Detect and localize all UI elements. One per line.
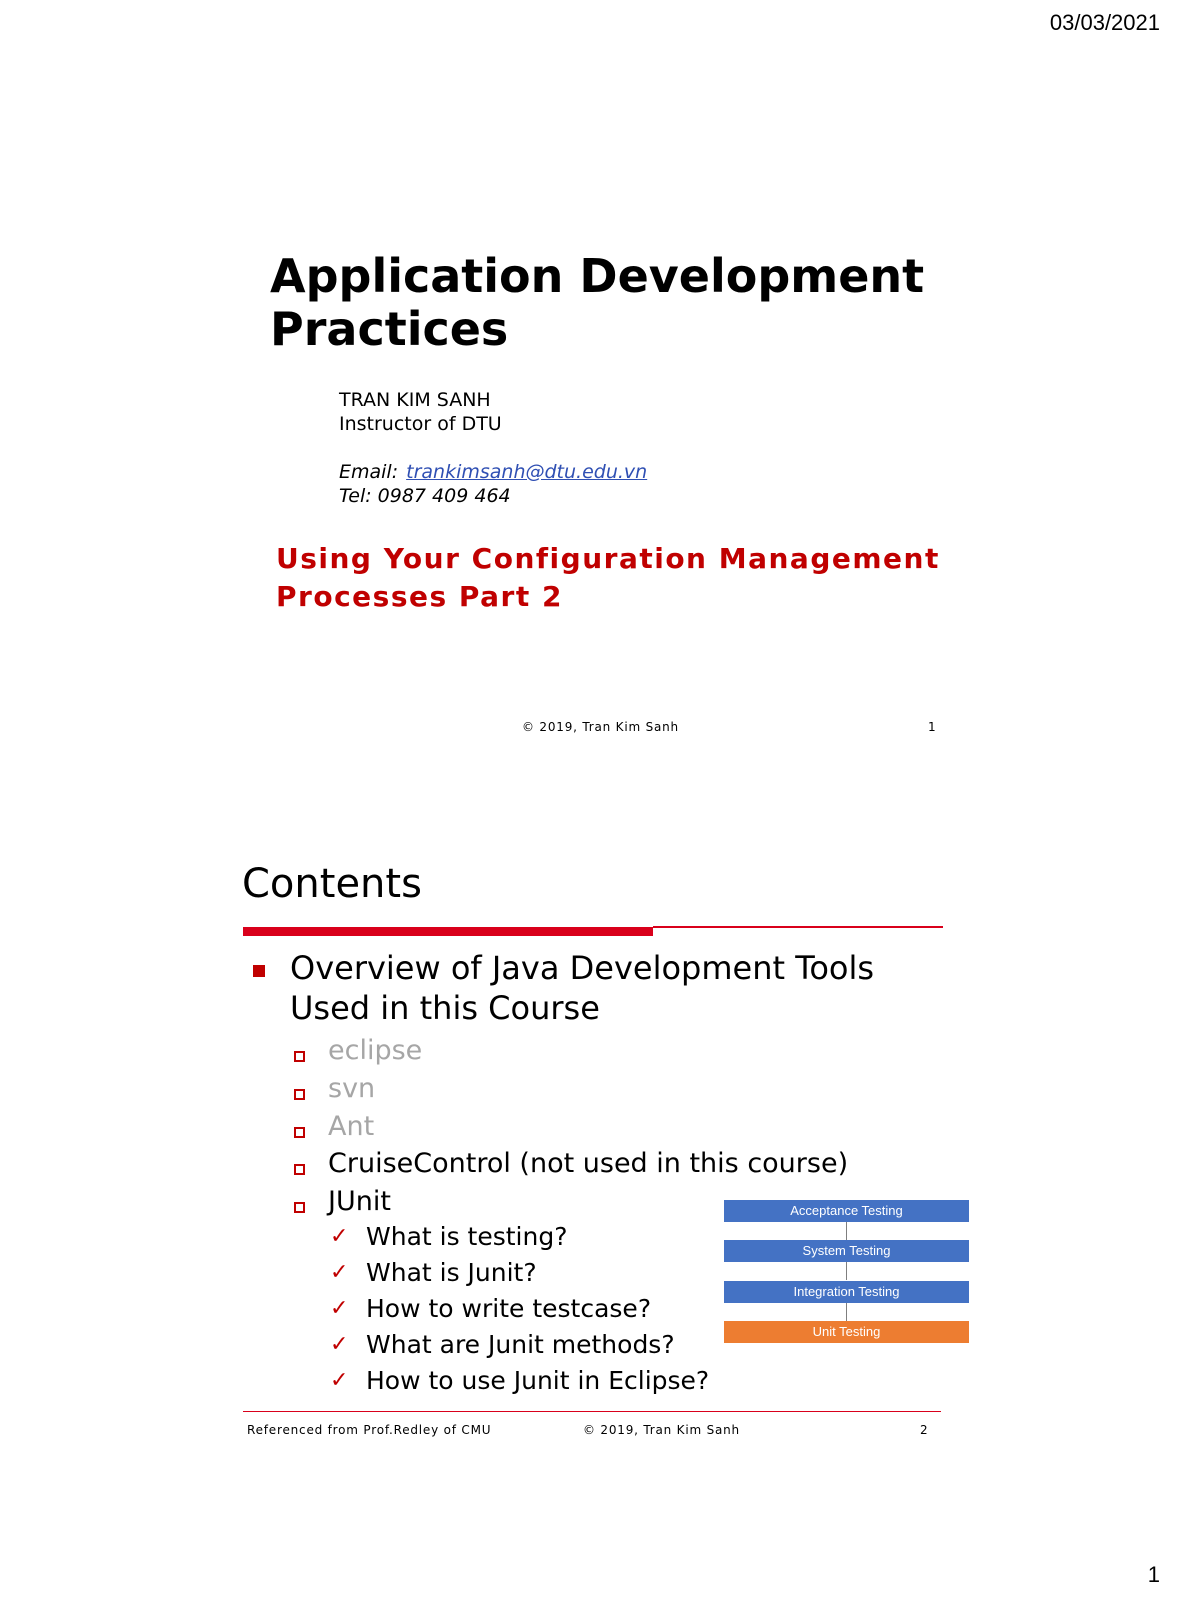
hollow-square-bullet-icon [294, 1202, 305, 1213]
author-name: TRAN KIM SANH [339, 389, 491, 411]
slide-1-title: Application Development Practices [270, 249, 925, 356]
sub-item-junit: JUnit [328, 1186, 391, 1217]
sub-item-ant: Ant [328, 1111, 375, 1142]
sub-item-svn: svn [328, 1073, 376, 1104]
checkmark-icon: ✓ [330, 1332, 349, 1357]
sub-item-eclipse: eclipse [328, 1035, 423, 1066]
junit-item: What are Junit methods? [366, 1330, 675, 1359]
testing-levels-diagram [724, 1200, 969, 1345]
junit-item: What is Junit? [366, 1258, 537, 1287]
slide-2-title: Contents [242, 861, 422, 907]
level-unit-testing: Unit Testing [724, 1321, 969, 1343]
slide-1-copyright: © 2019, Tran Kim Sanh [522, 720, 679, 734]
email-line [339, 460, 647, 484]
level-system-testing: System Testing [724, 1240, 969, 1262]
slide-2-copyright: © 2019, Tran Kim Sanh [583, 1423, 740, 1437]
reference-note: Referenced from Prof.Redley of CMU [247, 1423, 492, 1437]
email-label: Email: [339, 461, 399, 483]
square-bullet-icon [253, 965, 265, 977]
footer-divider [243, 1411, 941, 1412]
hollow-square-bullet-icon [294, 1127, 305, 1138]
author-role: Instructor of DTU [339, 413, 502, 435]
junit-item: How to write testcase? [366, 1294, 652, 1323]
checkmark-icon: ✓ [330, 1296, 349, 1321]
sub-item-cruisecontrol: CruiseControl (not used in this course) [328, 1148, 849, 1179]
telephone: Tel: 0987 409 464 [339, 485, 511, 507]
hollow-square-bullet-icon [294, 1164, 305, 1175]
junit-item: How to use Junit in Eclipse? [366, 1366, 710, 1395]
title-underline-thick [243, 927, 653, 936]
email-link[interactable]: trankimsanh@dtu.edu.vn [406, 461, 648, 483]
checkmark-icon: ✓ [330, 1224, 349, 1249]
document-page-number: 1 [1147, 1562, 1160, 1587]
level-integration-testing: Integration Testing [724, 1281, 969, 1303]
hollow-square-bullet-icon [294, 1089, 305, 1100]
level-connector [846, 1222, 847, 1240]
junit-item: What is testing? [366, 1222, 568, 1251]
slide-1-subtitle: Using Your Configuration Management Processes Part 2 [276, 542, 940, 613]
checkmark-icon: ✓ [330, 1368, 349, 1393]
document-date: 03/03/2021 [1049, 10, 1160, 35]
contents-main-item: Overview of Java Development Tools Used in this Course [290, 949, 875, 1027]
level-connector [846, 1303, 847, 1321]
title-underline-thin [653, 926, 943, 928]
slide-2-number: 2 [920, 1423, 928, 1437]
level-acceptance-testing: Acceptance Testing [724, 1200, 969, 1222]
hollow-square-bullet-icon [294, 1051, 305, 1062]
slide-1-number: 1 [928, 720, 936, 734]
checkmark-icon: ✓ [330, 1260, 349, 1285]
level-connector [846, 1262, 847, 1280]
